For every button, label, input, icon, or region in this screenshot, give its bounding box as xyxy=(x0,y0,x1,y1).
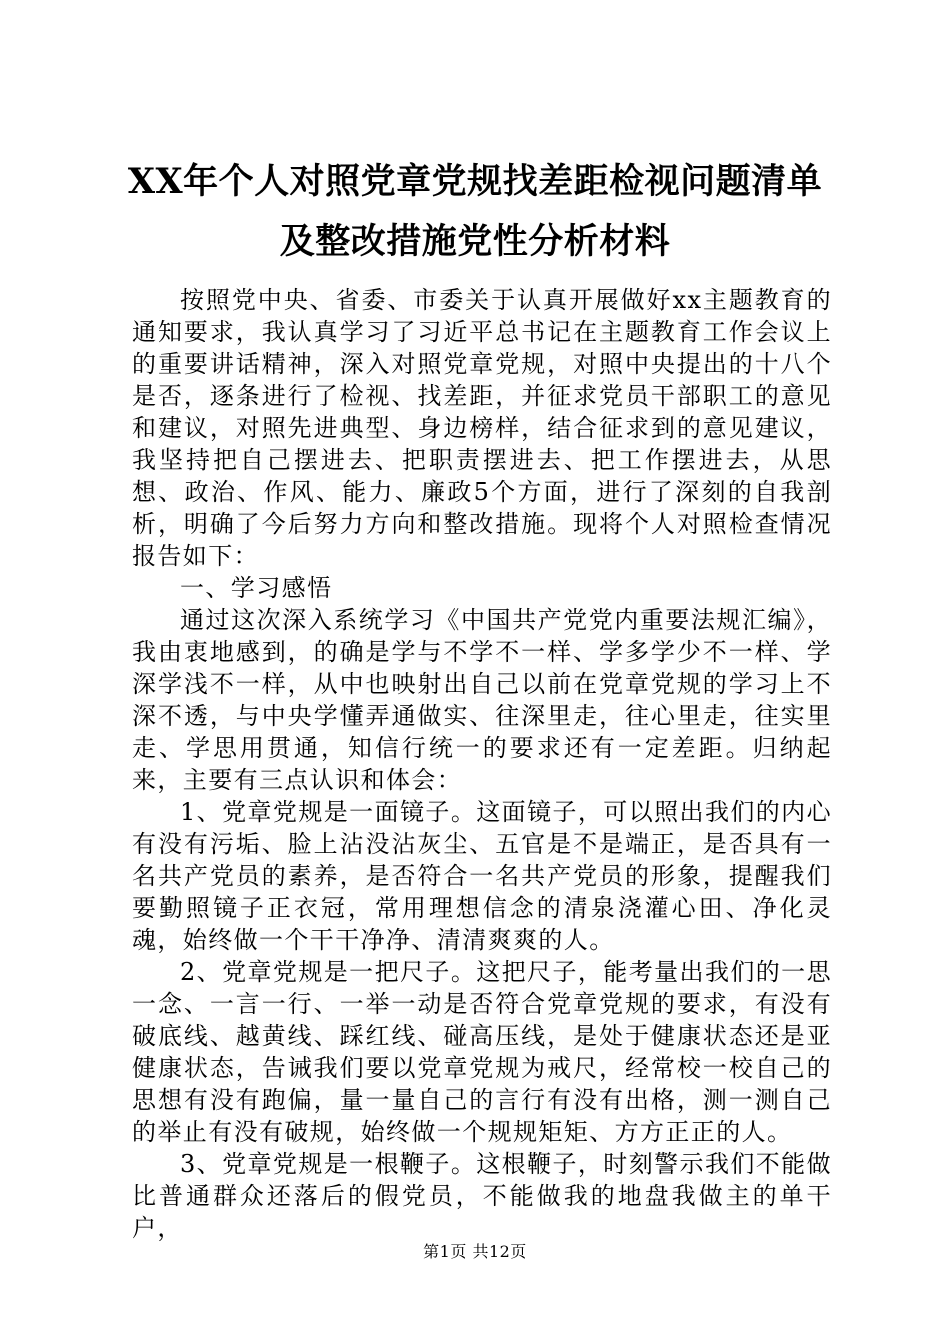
paragraph-intro: 按照党中央、省委、市委关于认真开展做好xx主题教育的通知要求，我认真学习了习近平总书记在主题教育工作会议上的重要讲话精神，深入对照党章党规，对照中央提出的十八个是否，逐条进行了检视、找差距，并征求党员干部职工的意见和建议，对照先进典型、身边榜样，结合征求到的意见建议，我坚持把自己摆进去、把职责摆进去、把工作摆进去，从思想、政治、作风、能力、廉政5个方面，进行了深刻的自我剖析，明确了今后努力方向和整改措施。现将个人对照检查情况报告如下： xyxy=(132,286,832,570)
document-title-line-2: 及整改措施党性分析材料 xyxy=(279,221,671,262)
paragraph-study: 通过这次深入系统学习《中国共产党党内重要法规汇编》，我由衷地感到，的确是学与不学不一样、学多学少不一样、学深学浅不一样，从中也映射出自己以前在党章党规的学习上不深不透，与中央学懂弄通做实、往深里走，往心里走，往实里走、学思用贯通，知信行统一的要求还有一定差距。归纳起来，主要有三点认识和体会： xyxy=(132,606,832,794)
paragraph-point-3: 3、党章党规是一根鞭子。这根鞭子，时刻警示我们不能做比普通群众还落后的假党员，不能做我的地盘我做主的单干户， xyxy=(132,1150,832,1242)
paragraph-point-2: 2、党章党规是一把尺子。这把尺子，能考量出我们的一思一念、一言一行、一举一动是否符合党章党规的要求，有没有破底线、越黄线、踩红线、碰高压线，是处于健康状态还是亚健康状态，告诫我们要以党章党规为戒尺，经常校一校自己的思想有没有跑偏，量一量自己的言行有没有出格，测一测自己的举止有没有破规，始终做一个规规矩矩、方方正正的人。 xyxy=(132,958,832,1146)
paragraph-point-1: 1、党章党规是一面镜子。这面镜子，可以照出我们的内心有没有污垢、脸上沾没沾灰尘、五官是不是端正，是否具有一名共产党员的素养，是否符合一名共产党员的形象，提醒我们要勤照镜子正衣冠，常用理想信念的清泉浇灌心田、净化灵魂，始终做一个干干净净、清清爽爽的人。 xyxy=(132,798,832,954)
section-heading: 一、学习感悟 xyxy=(180,574,333,602)
document-title-line-1: XX年个人对照党章党规找差距检视问题清单 xyxy=(127,161,823,202)
document-body xyxy=(132,284,832,1244)
page-footer: 第1页 共12页 xyxy=(423,1242,527,1261)
